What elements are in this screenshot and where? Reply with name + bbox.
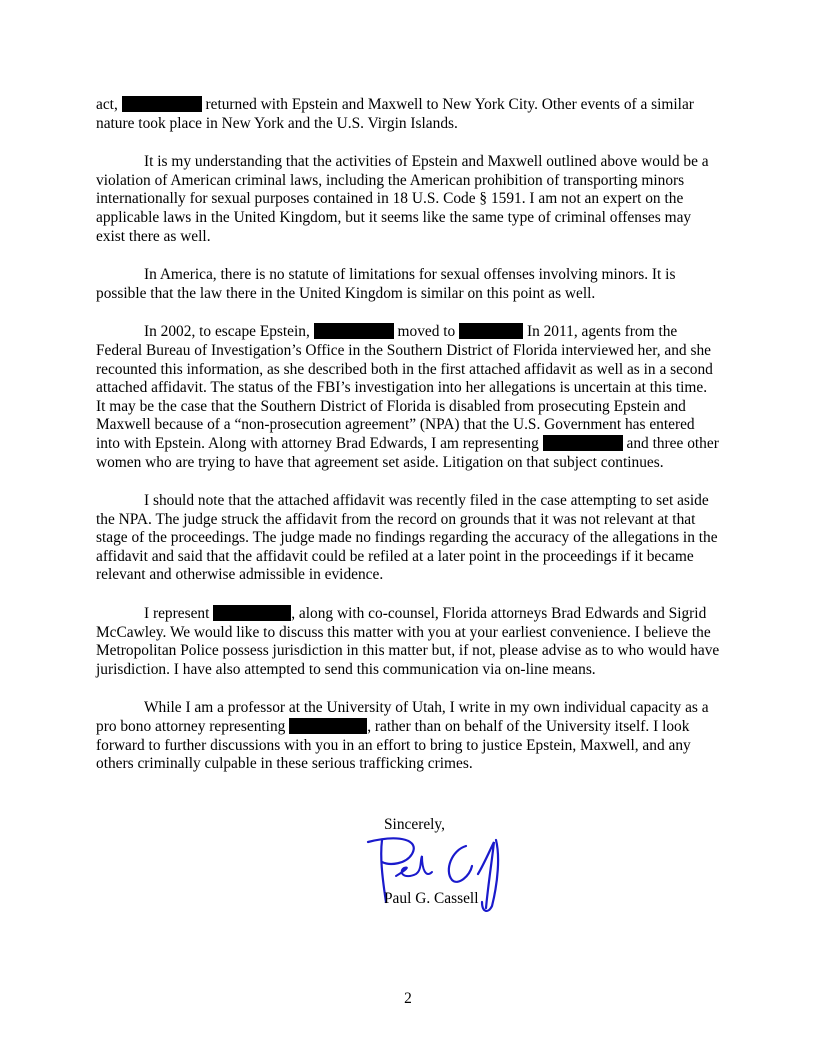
paragraph-text: It is my understanding that the activities of Epstein and Maxwell outlined above would be a violation of American criminal laws, including the American prohibition of transporting minors internationally for sexual purposes contained in 18 U.S. Code § 1591. I am not an expert on the applicable laws in the United Kingdom, but it seems like the same type of criminal offenses may exist there as well. bbox=[96, 153, 709, 245]
paragraph-text: In 2002, to escape Epstein, bbox=[144, 323, 314, 341]
paragraph-4 bbox=[96, 323, 720, 472]
paragraph-text: , along with co-counsel, Florida attorneys Brad Edwards and Sigrid McCawley. We would like to discuss this matter with you at your earliest convenience. I believe the Metropolitan Police possess jurisdiction in this matter but, if not, please advise as to who would have jurisdiction. I have also attempted to send this communication via on-line means. bbox=[96, 605, 720, 678]
paragraph-3 bbox=[96, 266, 720, 303]
closing-salutation: Sincerely, bbox=[384, 816, 445, 833]
letter-body bbox=[96, 96, 720, 794]
paragraph-text: act, bbox=[96, 96, 122, 113]
redaction-box bbox=[543, 435, 623, 451]
redaction-box bbox=[459, 323, 523, 339]
signer-name: Paul G. Cassell bbox=[384, 890, 479, 907]
paragraph-text: While I am a professor at the University of Utah, I write in my own individual capacity as a pro bono attorney representing bbox=[96, 699, 709, 736]
signature-stroke-aul bbox=[396, 856, 432, 876]
paragraph-text: I should note that the attached affidavit was recently filed in the case attempting to set aside the NPA. The judge struck the affidavit from the record on grounds that it was not relevant at that stage of the proceedings. The judge made no findings regarding the accuracy of the allegations in the affidavit and said that the affidavit could be refiled at a later point in the proceedings if it became relevant and otherwise admissible in evidence. bbox=[96, 492, 718, 584]
paragraph-text: moved to bbox=[393, 323, 460, 341]
paragraph-1 bbox=[96, 96, 720, 133]
paragraph-text: returned with Epstein and Maxwell to New York City. Other events of a similar nature took place in New York and the U.S. Virgin Islands. bbox=[96, 96, 694, 132]
redaction-box bbox=[289, 718, 367, 734]
paragraph-text: In America, there is no statute of limitations for sexual offenses involving minors. It is possible that the law there in the United Kingdom is similar on this point as well. bbox=[96, 266, 676, 302]
paragraph-2 bbox=[96, 153, 720, 246]
signature-stroke-c bbox=[449, 846, 472, 882]
signature-stroke-ll bbox=[478, 840, 498, 911]
paragraph-text: In 2011, agents from the Federal Bureau of Investigation’s Office in the Southern District of Florida interviewed her, and she recounted this information, as she described both in the first attached affidavit as well as in a second attached affidavit. The status of the FBI’s investigation into her allegations is uncertain at this time. It may be the case that the Southern District of Florida is disabled from prosecuting Epstein and Maxwell because of a “non-prosecution agreement” (NPA) that the U.S. Government has entered into with Epstein. Along with attorney Brad Edwards, I am representing bbox=[96, 323, 713, 452]
paragraph-text: , rather than on behalf of the University itself. I look forward to further discussions with you in an effort to bring to justice Epstein, Maxwell, and any others criminally culpable in these serious trafficking crimes. bbox=[96, 718, 691, 773]
paragraph-text: and three other women who are trying to have that agreement set aside. Litigation on that subject continues. bbox=[96, 434, 719, 471]
paragraph-7 bbox=[96, 699, 720, 773]
paragraph-6 bbox=[96, 605, 720, 679]
page-number: 2 bbox=[404, 990, 412, 1007]
paragraph-text: I represent bbox=[144, 605, 214, 623]
redaction-box bbox=[314, 323, 394, 339]
redaction-box bbox=[213, 605, 291, 621]
redaction-box bbox=[122, 96, 202, 112]
closing bbox=[384, 816, 445, 835]
paragraph-5 bbox=[96, 492, 720, 585]
